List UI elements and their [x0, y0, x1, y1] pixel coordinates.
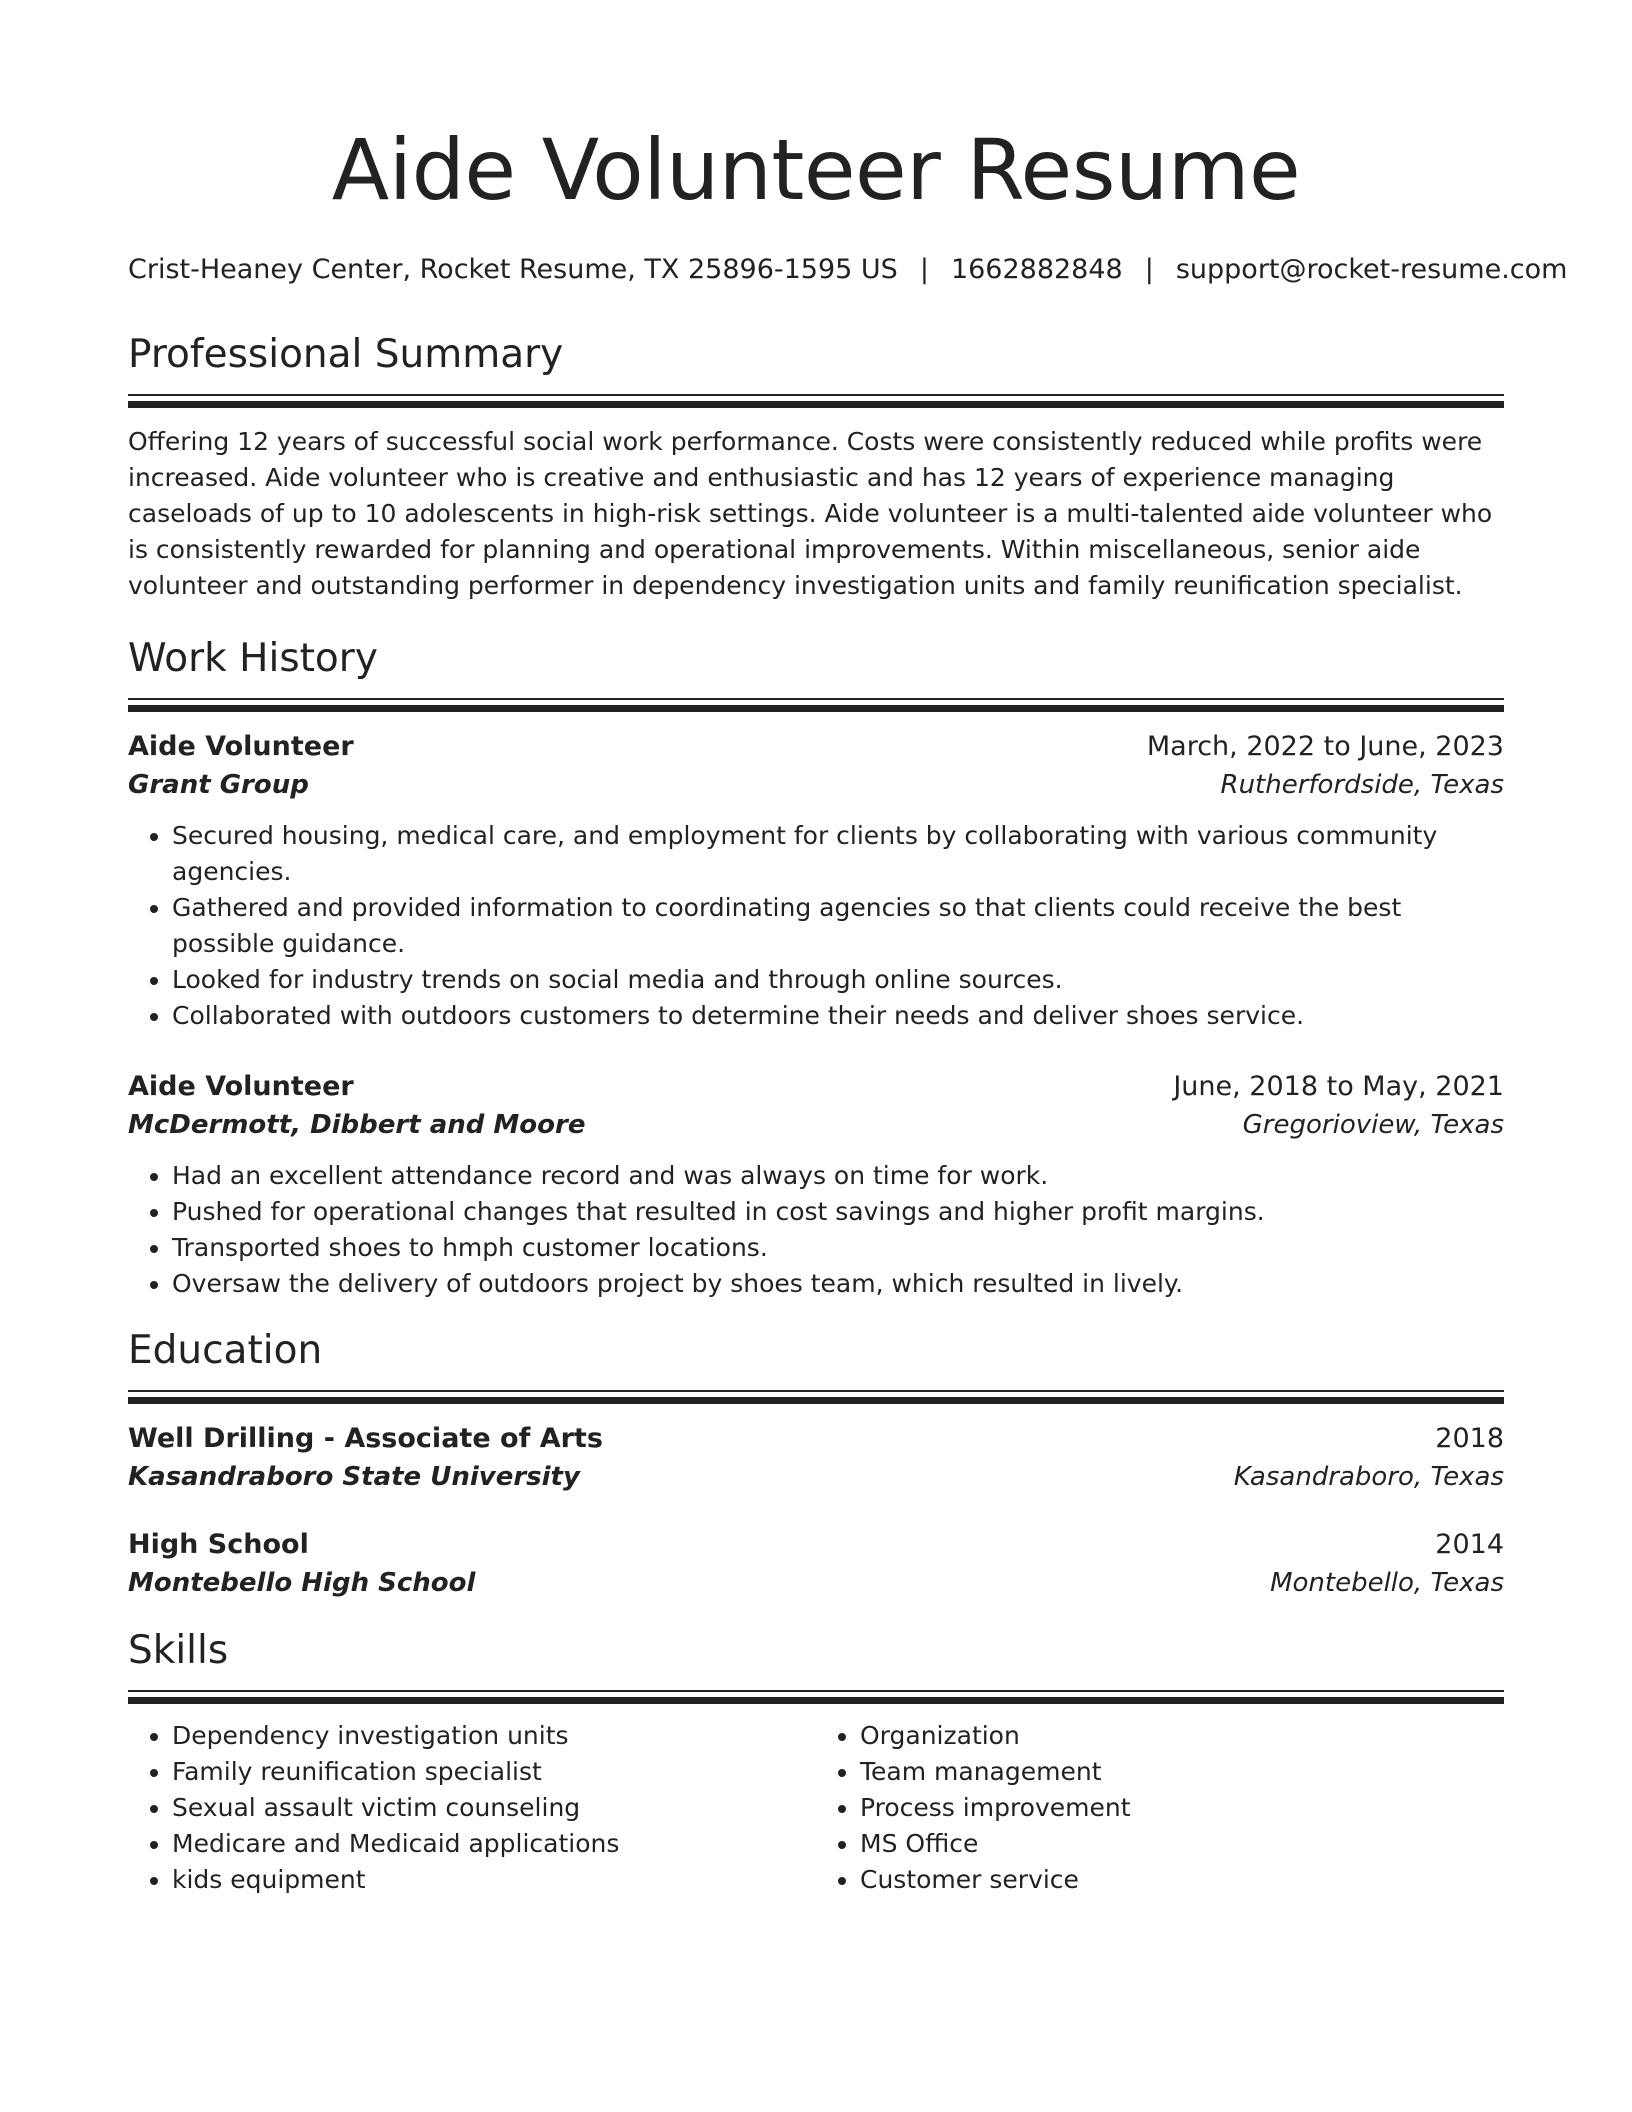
skills-section — [128, 1626, 1504, 1898]
education-school: Kasandraboro State University — [128, 1462, 580, 1492]
job-bullet: • Secured housing, medical care, and employment for clients by collaborating with various community agencies. — [172, 818, 1504, 890]
education-header-row — [128, 1526, 1504, 1564]
section-heading: Work History — [128, 636, 378, 681]
job-location: Gregorioview, Texas — [1242, 1110, 1504, 1140]
education-location: Kasandraboro, Texas — [1233, 1462, 1504, 1492]
education-entry — [128, 1420, 1504, 1496]
education-school: Montebello High School — [128, 1568, 476, 1598]
education-location: Montebello, Texas — [1270, 1568, 1504, 1598]
job-dates: June, 2018 to May, 2021 — [1173, 1071, 1504, 1102]
skill-item: • Medicare and Medicaid applications — [172, 1826, 816, 1862]
skill-item: • kids equipment — [172, 1862, 816, 1898]
job-location: Rutherfordside, Texas — [1220, 770, 1504, 800]
skill-item: • Customer service — [860, 1862, 1504, 1898]
resume-title: Aide Volunteer Resume — [331, 121, 1301, 219]
section-heading: Professional Summary — [128, 332, 564, 377]
job-header-row — [128, 728, 1504, 766]
section-divider — [128, 698, 1504, 712]
section-divider — [128, 394, 1504, 408]
education-school-row — [128, 1564, 1504, 1602]
job-company-row — [128, 766, 1504, 804]
job-entry — [128, 728, 1504, 1034]
education-year: 2014 — [1435, 1529, 1504, 1560]
contact-line — [128, 252, 1568, 288]
education-section — [128, 1326, 1504, 1602]
education-entry — [128, 1526, 1504, 1602]
job-bullet: • Oversaw the delivery of outdoors project by shoes team, which resulted in lively. — [172, 1266, 1504, 1302]
education-school-row — [128, 1458, 1504, 1496]
education-degree: Well Drilling - Associate of Arts — [128, 1423, 603, 1454]
job-entry — [128, 1068, 1504, 1302]
skills-list-left — [128, 1718, 816, 1898]
job-title: Aide Volunteer — [128, 1071, 354, 1102]
skills-list-right — [816, 1718, 1504, 1898]
skill-item: • Team management — [860, 1754, 1504, 1790]
job-bullet: • Transported shoes to hmph customer locations. — [172, 1230, 1504, 1266]
section-heading: Skills — [128, 1628, 229, 1673]
skill-item: • Sexual assault victim counseling — [172, 1790, 816, 1826]
work-history-section — [128, 634, 1504, 1302]
job-bullets — [128, 1158, 1504, 1302]
job-bullets — [128, 818, 1504, 1034]
education-degree: High School — [128, 1529, 309, 1560]
skill-item: • MS Office — [860, 1826, 1504, 1862]
contact-separator: | — [919, 254, 929, 285]
skill-item: • Family reunification specialist — [172, 1754, 816, 1790]
job-dates: March, 2022 to June, 2023 — [1146, 731, 1504, 762]
job-bullet: • Pushed for operational changes that resulted in cost savings and higher profit margins. — [172, 1194, 1504, 1230]
education-header-row — [128, 1420, 1504, 1458]
section-divider — [128, 1390, 1504, 1404]
section-heading: Education — [128, 1328, 323, 1373]
job-bullet: • Looked for industry trends on social media and through online sources. — [172, 962, 1504, 998]
job-bullet: • Collaborated with outdoors customers to determine their needs and deliver shoes service. — [172, 998, 1504, 1034]
job-company: Grant Group — [128, 770, 309, 800]
section-divider — [128, 1690, 1504, 1704]
contact-separator: | — [1144, 254, 1154, 285]
contact-phone: 1662882848 — [950, 254, 1123, 285]
contact-address: Crist-Heaney Center, Rocket Resume, TX 25896-1595 US — [128, 254, 898, 285]
skill-item: • Process improvement — [860, 1790, 1504, 1826]
job-header-row — [128, 1068, 1504, 1106]
skill-item: • Dependency investigation units — [172, 1718, 816, 1754]
job-title: Aide Volunteer — [128, 731, 354, 762]
job-company: McDermott, Dibbert and Moore — [128, 1110, 586, 1140]
skill-item: • Organization — [860, 1718, 1504, 1754]
education-year: 2018 — [1435, 1423, 1504, 1454]
contact-email: support@rocket-resume.com — [1175, 254, 1568, 285]
summary-text: Offering 12 years of successful social work performance. Costs were consistently reduced while profits were increased. Aide volunteer who is creative and enthusiastic and has 12 years of experience managing caseloads of up to 10 adolescents in high-risk settings. Aide volunteer is a multi-talented aide volunteer who is consistently rewarded for planning and operational improvements. Within miscellaneous, senior aide volunteer and outstanding performer in dependency investigation units and family reunification specialist. — [128, 427, 1493, 600]
job-bullet: • Had an excellent attendance record and was always on time for work. — [172, 1158, 1504, 1194]
summary-section — [128, 330, 1504, 604]
job-company-row — [128, 1106, 1504, 1144]
skills-columns — [128, 1718, 1504, 1898]
job-bullet: • Gathered and provided information to coordinating agencies so that clients could receive the best possible guidance. — [172, 890, 1504, 962]
